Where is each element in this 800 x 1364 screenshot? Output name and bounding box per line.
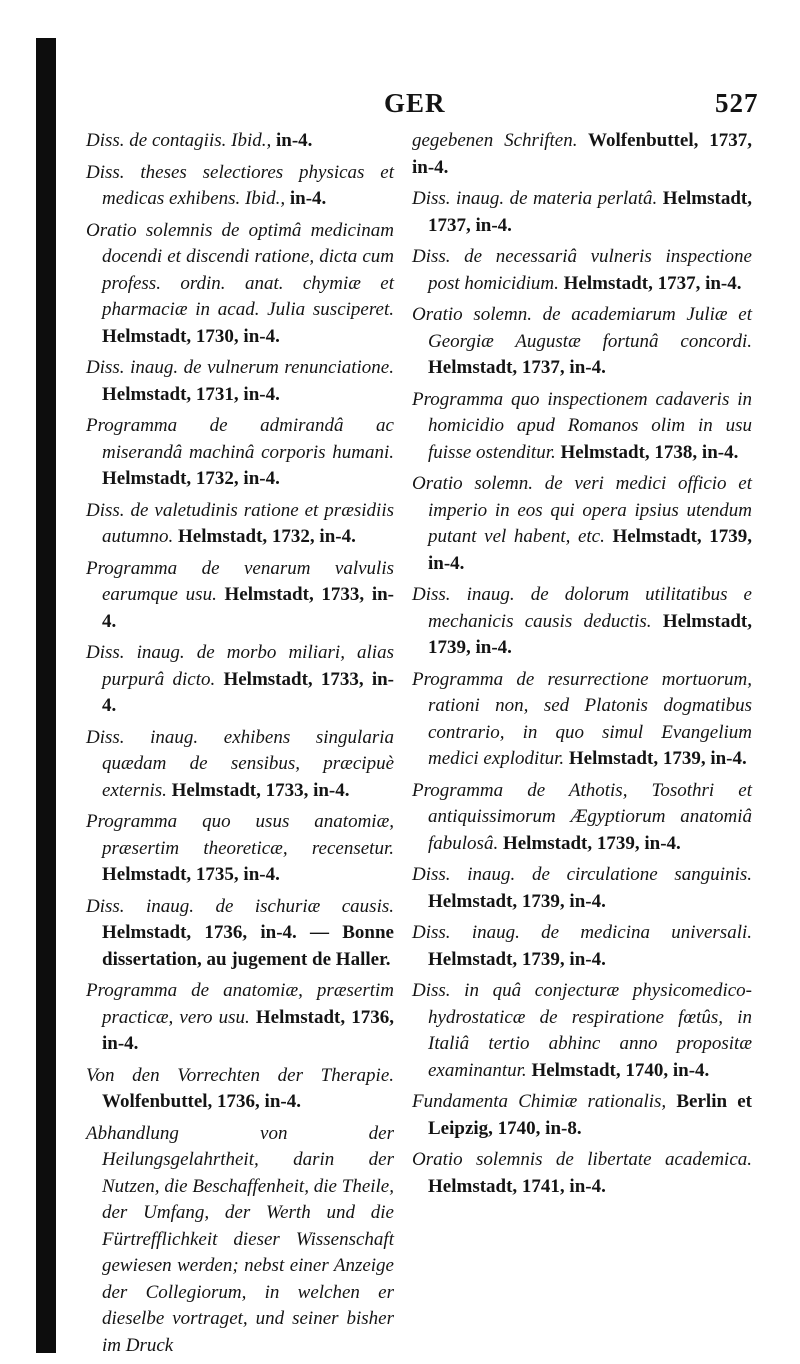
running-head: GER (384, 88, 446, 118)
entry-publication: in-4. (271, 130, 313, 151)
entry-title: Programma quo inspectionem cadaveris in homicidio apud Romanos olim in usu fuisse ostenditur. (412, 388, 752, 463)
entry-title: Diss. de necessariâ vulneris inspectione post homicidium. (412, 246, 752, 294)
entry-publication: Helmstadt, 1730, in-4. (102, 325, 280, 347)
left-column (86, 128, 394, 1364)
bibliography-entry (86, 160, 394, 213)
entry-publication: Helmstadt, 1731, in-4. (102, 383, 280, 405)
entry-title: Diss. inaug. exhibens singularia quædam de sensibus, præcipuè externis. (86, 726, 394, 801)
entry-publication: Helmstadt, 1741, in-4. (428, 1175, 606, 1197)
bibliography-entry (86, 498, 394, 551)
entry-publication: Helmstadt, 1733, in-4. (102, 584, 394, 632)
entry-title: Programma quo usus anatomiæ, præsertim theoreticæ, recensetur. (86, 811, 394, 859)
entry-publication: Helmstadt, 1737, in-4. (428, 188, 752, 236)
bibliography-entry (86, 894, 394, 974)
bibliography-entry (412, 862, 752, 915)
bibliography-entry (86, 725, 394, 805)
entry-title: Diss. inaug. de morbo miliari, alias purpurâ dicto. (86, 642, 394, 690)
bibliography-entry (86, 809, 394, 889)
entry-title: Oratio solemnis de optimâ medicinam docendi et discendi ratione, dicta cum profess. ordin. anat. chymiæ et pharmaciæ in acad. Julia susciperet. (86, 219, 394, 320)
bibliography-entry (412, 471, 752, 577)
entry-title: Diss. inaug. de ischuriæ causis. (86, 895, 394, 917)
bibliography-entry (412, 778, 752, 858)
entry-publication: Helmstadt, 1738, in-4. (555, 441, 739, 463)
entry-publication: Helmstadt, 1732, in-4. (173, 526, 356, 547)
entry-title: Programma de admirandâ ac miserandâ machinâ corporis humani. (86, 415, 394, 463)
entry-title: Diss. in quâ conjecturæ physicomedico-hydrostaticæ de respiratione fœtûs, in Italiâ tertio abhinc anno propositæ examinantur. (412, 980, 752, 1081)
bibliography-entry (86, 218, 394, 351)
entry-publication: in-4. (285, 188, 327, 209)
entry-title: Diss. inaug. de dolorum utilitatibus e mechanicis causis deductis. (412, 584, 752, 632)
entry-publication: Helmstadt, 1739, in-4. (498, 832, 681, 854)
bibliography-entry (412, 302, 752, 382)
entry-publication: Helmstadt, 1736, in-4. — Bonne dissertation, au jugement de Haller. (102, 922, 394, 970)
entry-title: gegebenen Schriften. (412, 130, 578, 151)
page-header (0, 88, 800, 128)
entry-publication: Wolfenbuttel, 1737, in-4. (412, 130, 752, 178)
entry-title: Oratio solemn. de veri medici officio et imperio in eos qui opera ipsius utendum putant vel habent, etc. (412, 473, 752, 547)
bibliography-entry (86, 128, 394, 155)
bibliography-entry (412, 1089, 752, 1142)
entry-publication: Helmstadt, 1735, in-4. (102, 864, 280, 885)
entry-publication: Helmstadt, 1737, in-4. (558, 272, 742, 294)
bibliography-entry (86, 1063, 394, 1116)
entry-publication: Helmstadt, 1733, in-4. (166, 779, 350, 801)
entry-publication: Helmstadt, 1739, in-4. (428, 610, 753, 658)
bibliography-entry (412, 1147, 752, 1200)
bibliography-entry (412, 387, 752, 467)
bibliography-entry (86, 355, 394, 408)
entry-title: Diss. inaug. de vulnerum renunciatione. (86, 357, 394, 378)
bibliography-entry (86, 978, 394, 1058)
entry-publication: Helmstadt, 1733, in-4. (102, 668, 395, 716)
bibliography-entry (86, 556, 394, 636)
entry-publication: Helmstadt, 1732, in-4. (102, 468, 280, 489)
bibliography-entry (412, 244, 752, 297)
bibliography-entry (86, 1121, 394, 1360)
bibliography-entry (412, 582, 752, 662)
bibliography-entry (412, 978, 752, 1084)
entry-title: Fundamenta Chimiæ rationalis, (412, 1091, 667, 1112)
bibliography-entry (412, 128, 752, 181)
entry-title: Programma de Athotis, Tosothri et antiquissimorum Ægyptiorum anatomiâ fabulosâ. (412, 779, 752, 854)
entry-publication: Helmstadt, 1740, in-4. (526, 1059, 710, 1081)
entry-title: Programma de anatomiæ, præsertim practicæ, vero usu. (86, 980, 394, 1028)
entry-publication: Helmstadt, 1737, in-4. (428, 357, 606, 378)
entry-title: Diss. de contagiis. Ibid., (86, 130, 272, 151)
entry-publication: Helmstadt, 1739, in-4. (428, 526, 753, 574)
entry-title: Diss. theses selectiores physicas et medicas exhibens. Ibid., (86, 161, 394, 209)
bibliography-entry (412, 186, 752, 239)
bibliography-entry (86, 413, 394, 493)
right-column (412, 128, 752, 1205)
bibliography-entry (412, 667, 752, 773)
bibliography-entry (412, 920, 752, 973)
entry-publication: Helmstadt, 1739, in-4. (428, 948, 606, 970)
entry-title: Von den Vorrechten der Therapie. (86, 1064, 394, 1086)
entry-title: Oratio solemn. de academiarum Juliæ et Georgiæ Augustæ fortunâ concordi. (412, 304, 752, 352)
entry-title: Oratio solemnis de libertate academica. (412, 1149, 752, 1170)
entry-title: Diss. inaug. de circulatione sanguinis. (412, 864, 752, 885)
entry-publication: Wolfenbuttel, 1736, in-4. (102, 1091, 301, 1112)
entry-title: Abhandlung von der Heilungsgelahrtheit, darin der Nutzen, die Beschaffenheit, die Theile, der Umfang, der Werth und die Fürtrefflichkeit dieser Wissenschaft gewiesen werden; nebst einer Anzeige der Collegiorum, in welchen er dieselbe vortraget, und seiner bisher im Druck (86, 1122, 394, 1356)
bibliography-entry (86, 640, 394, 720)
entry-publication: Helmstadt, 1739, in-4. (564, 748, 747, 769)
entry-publication: Helmstadt, 1736, in-4. (102, 1006, 394, 1054)
book-spine-shadow (36, 38, 56, 1353)
entry-title: Programma de resurrectione mortuorum, rationi non, sed Platonis dogmatibus contrario, in quo simul Evangelium medici exploditur. (412, 668, 752, 769)
page-number: 527 (715, 88, 759, 118)
entry-title: Diss. inaug. de materia perlatâ. (412, 188, 658, 209)
entry-title: Programma de venarum valvulis earumque usu. (86, 557, 394, 605)
entry-publication: Berlin et Leipzig, 1740, in-8. (428, 1091, 752, 1139)
entry-title: Diss. inaug. de medicina universali. (412, 922, 752, 943)
entry-publication: Helmstadt, 1739, in-4. (428, 890, 606, 912)
entry-title: Diss. de valetudinis ratione et præsidiis autumno. (86, 499, 394, 547)
